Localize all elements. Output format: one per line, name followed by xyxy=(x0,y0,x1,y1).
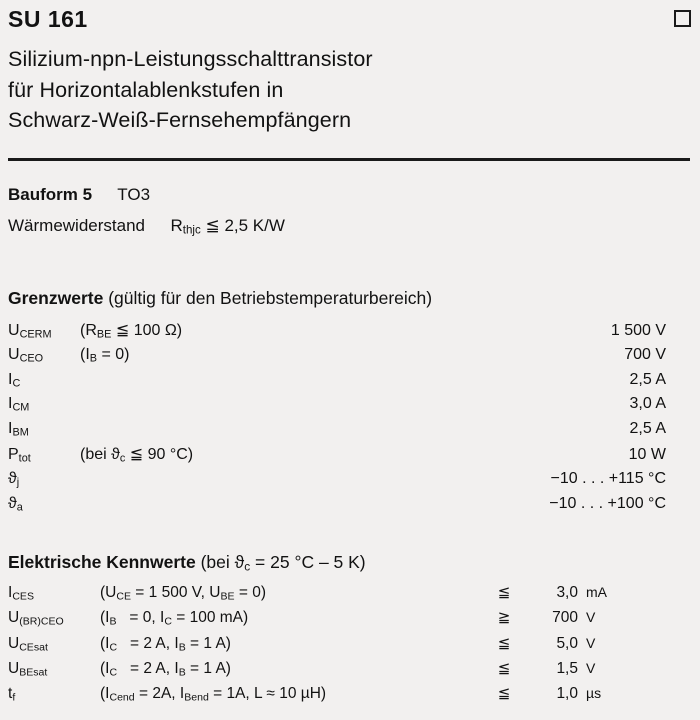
parameter-condition xyxy=(80,395,460,419)
parameter-value: 3,0 A xyxy=(629,395,666,413)
table-row xyxy=(8,346,680,370)
description-line: Schwarz-Weiß-Fernsehempfängern xyxy=(8,108,352,133)
parameter-unit: V xyxy=(586,659,596,676)
parameter-condition: $(I_B = 0)$ xyxy=(80,346,130,365)
parameter-symbol: $t_f$ xyxy=(8,685,16,704)
parameter-symbol: $U_{CERM}$ xyxy=(8,322,52,341)
parameter-relation: ≦ xyxy=(497,584,511,601)
parameter-symbol: $I_{CM}$ xyxy=(8,395,30,414)
parameter-relation: ≦ xyxy=(497,685,511,703)
package-line xyxy=(8,186,285,203)
electrical-title: Elektrische Kennwerte xyxy=(8,552,196,572)
general-specs xyxy=(8,186,285,251)
table-row xyxy=(8,495,680,519)
parameter-relation: ≧ xyxy=(497,609,511,627)
description-line: Silizium-npn-Leistungsschalttransistor xyxy=(8,47,373,71)
package-value: 5 xyxy=(82,185,93,204)
parameter-condition: ($I_B = 0$, $I_C = 100$ mA) xyxy=(100,609,249,628)
parameter-unit: mA xyxy=(586,584,607,600)
parameter-symbol: $P_{tot}$ xyxy=(8,445,31,465)
table-row xyxy=(8,470,680,494)
parameter-value: 2,5 A xyxy=(629,419,666,437)
thermal-resistance-line xyxy=(8,217,285,237)
parameter-value: 1,0 xyxy=(556,685,578,703)
parameter-symbol: $ϑ_a$ xyxy=(8,494,23,514)
parameter-condition: ($I_C = 2$ A, $I_B = 1$ A) xyxy=(100,634,231,653)
parameter-symbol: $I_{BM}$ xyxy=(8,419,29,438)
parameter-value: 700 xyxy=(552,609,578,627)
parameter-condition: ($R_{BE}$ ≦ 100 Ω) xyxy=(80,322,183,341)
limits-table-body xyxy=(8,320,680,519)
table-row xyxy=(8,444,680,470)
parameter-relation: ≦ xyxy=(497,634,511,652)
parameter-condition xyxy=(80,470,460,494)
table-row xyxy=(8,583,684,608)
parameter-value: 2,5 A xyxy=(629,370,666,388)
parameter-value: 1,5 xyxy=(556,659,578,677)
thermal-relation: ≦ xyxy=(205,216,220,235)
parameter-symbol: $ϑ_j$ xyxy=(8,470,20,489)
parameter-value: 5,0 xyxy=(556,634,578,652)
parameter-condition xyxy=(80,420,460,444)
limits-title: Grenzwerte xyxy=(8,288,104,308)
limits-note: (gültig für den Betriebstemperaturbereich) xyxy=(108,288,433,308)
parameter-symbol: $U_{CEO}$ xyxy=(8,346,44,365)
description-line: für Horizontalablenkstufen in xyxy=(8,77,284,102)
electrical-note: (bei $ϑ_c = 25$ °C – 5 K) xyxy=(200,552,366,574)
title-row xyxy=(8,6,692,36)
parameter-value: 1 500 V xyxy=(610,322,666,339)
package-type: TO3 xyxy=(117,185,151,204)
header-divider xyxy=(8,158,690,161)
limits-section-heading xyxy=(8,288,432,309)
parameter-value: −10 . . . +115 °C xyxy=(550,470,666,488)
parameter-value: 700 V xyxy=(624,346,666,364)
parameter-condition xyxy=(80,371,460,395)
electrical-section-heading xyxy=(8,552,366,574)
parameter-unit: µs xyxy=(586,685,602,702)
table-row xyxy=(8,420,680,444)
parameter-condition: ($I_{Cend} = 2A$, $I_{Bend} = 1A$, L ≈ 10 µH) xyxy=(100,685,327,704)
parameter-symbol: $I_C$ xyxy=(8,370,21,390)
parameter-condition xyxy=(80,495,460,519)
parameter-unit: V xyxy=(586,609,596,626)
page-title: SU 161 xyxy=(8,6,88,32)
parameter-symbol: $U_{(BR)CEO}$ xyxy=(8,609,64,628)
thermal-label: Wärmewiderstand xyxy=(8,216,145,235)
table-row xyxy=(8,395,680,419)
table-row xyxy=(8,634,684,659)
parameter-value: −10 . . . +100 °C xyxy=(549,494,666,512)
thermal-value: 2,5 K/W xyxy=(224,216,285,235)
table-row xyxy=(8,320,680,346)
table-row xyxy=(8,371,680,395)
package-label: Bauform xyxy=(8,185,78,204)
parameter-condition: (bei $ϑ_c$ ≦ 90 °C) xyxy=(80,445,194,465)
table-row xyxy=(8,608,684,633)
table-row xyxy=(8,684,684,709)
limits-table xyxy=(8,320,680,519)
parameter-unit: V xyxy=(586,634,596,651)
parameter-symbol: $I_{CES}$ xyxy=(8,584,34,603)
electrical-table-body xyxy=(8,583,684,710)
parameter-symbol: $U_{BEsat}$ xyxy=(8,659,48,679)
parameter-value: 3,0 xyxy=(556,584,578,601)
parameter-condition: ($I_C = 2$ A, $I_B = 1$ A) xyxy=(100,659,231,679)
thermal-symbol: $R_{thjc}$ xyxy=(170,216,201,237)
electrical-table xyxy=(8,583,684,710)
square-outline-icon xyxy=(674,10,691,27)
device-description xyxy=(8,44,660,136)
parameter-value: 10 W xyxy=(628,445,666,463)
parameter-condition: ($U_{CE} = 1$ 500 V, $U_{BE} = 0$) xyxy=(100,584,266,603)
table-row xyxy=(8,659,684,684)
parameter-relation: ≦ xyxy=(497,659,511,677)
parameter-symbol: $U_{CEsat}$ xyxy=(8,634,48,653)
